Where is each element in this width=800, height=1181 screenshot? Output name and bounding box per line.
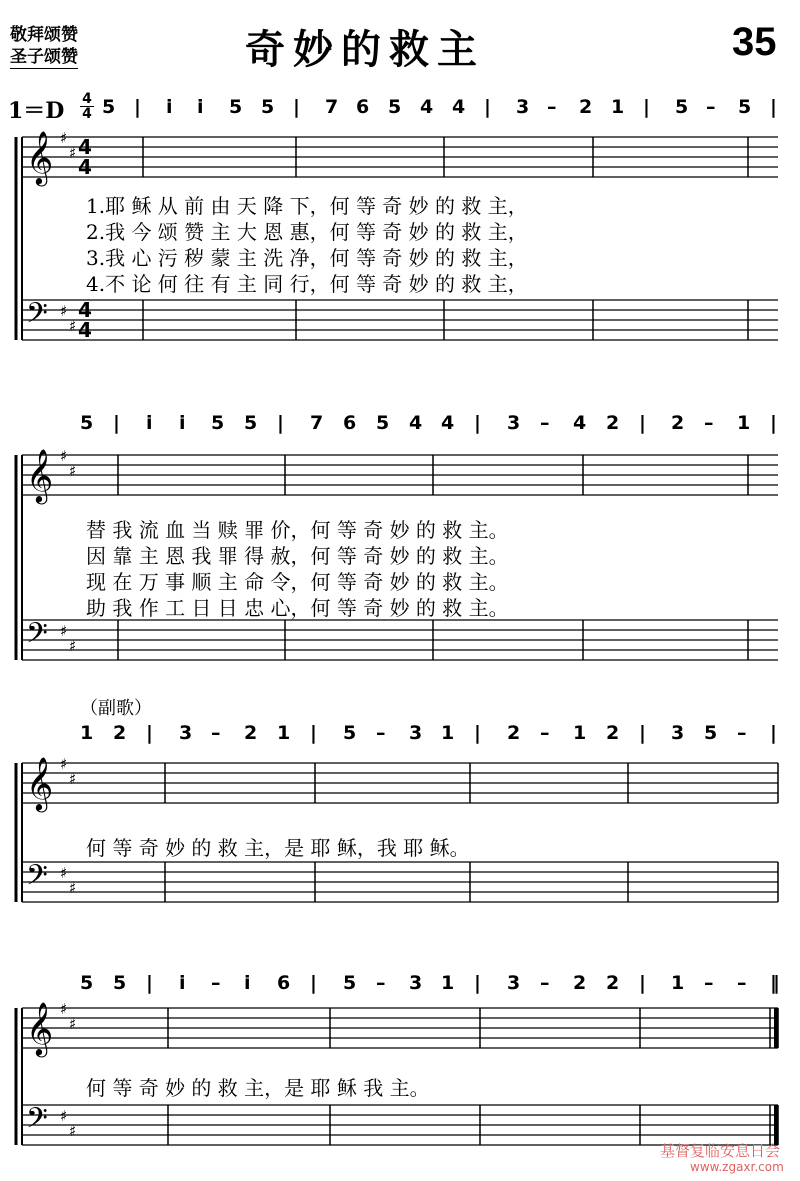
note-number: 5 bbox=[80, 972, 94, 994]
watermark-url: www.zgaxr.com bbox=[690, 1160, 784, 1174]
category-label-1: 敬拜颂赞 bbox=[10, 25, 78, 45]
chorus-label: （副歌） bbox=[80, 698, 152, 719]
note-number: 5 bbox=[80, 412, 94, 434]
numbered-notation-row bbox=[0, 972, 800, 998]
sharp-icon: ♯ bbox=[60, 622, 68, 640]
sharp-icon: ♯ bbox=[69, 144, 77, 162]
barline-mark: | bbox=[484, 96, 491, 118]
note-number: 1 bbox=[737, 412, 751, 434]
barline-mark: | bbox=[770, 412, 777, 434]
numbered-notation-row bbox=[0, 96, 800, 122]
note-number: – bbox=[704, 972, 714, 994]
lyric-line: 助 我 作 工 日 日 忠 心，何 等 奇 妙 的 救 主。 bbox=[86, 596, 509, 620]
note-number: – bbox=[376, 722, 386, 744]
note-number: i bbox=[179, 412, 186, 434]
barline-mark: | bbox=[639, 972, 646, 994]
note-number: i bbox=[146, 412, 153, 434]
note-number: i bbox=[244, 972, 251, 994]
sharp-icon: ♯ bbox=[60, 864, 68, 882]
note-number: 1 bbox=[441, 722, 455, 744]
note-number: 2 bbox=[244, 722, 258, 744]
note-number: 4 bbox=[452, 96, 466, 118]
note-number: 7 bbox=[325, 96, 339, 118]
note-number: 2 bbox=[573, 972, 587, 994]
barline-mark: | bbox=[474, 722, 481, 744]
note-number: – bbox=[540, 972, 550, 994]
note-number: 3 bbox=[516, 96, 530, 118]
note-number: 2 bbox=[579, 96, 593, 118]
lyric-line: 1.耶 稣 从 前 由 天 降 下，何 等 奇 妙 的 救 主， bbox=[86, 194, 528, 218]
lyric-line: 何 等 奇 妙 的 救 主，是 耶 稣 我 主。 bbox=[86, 1076, 430, 1100]
note-number: – bbox=[376, 972, 386, 994]
watermark-text: 基督复临安息日会 bbox=[660, 1142, 781, 1160]
lyric-line: 4.不 论 何 往 有 主 同 行，何 等 奇 妙 的 救 主， bbox=[86, 272, 528, 296]
note-number: 2 bbox=[113, 722, 127, 744]
note-number: 2 bbox=[606, 722, 620, 744]
note-number: 4 bbox=[441, 412, 455, 434]
note-number: – bbox=[547, 96, 557, 118]
note-number: 1 bbox=[277, 722, 291, 744]
hymn-number: 35 bbox=[732, 20, 777, 64]
note-number: – bbox=[737, 972, 747, 994]
note-number: 1 bbox=[441, 972, 455, 994]
sharp-icon: ♯ bbox=[60, 302, 68, 320]
note-number: 5 bbox=[229, 96, 243, 118]
bass-clef-icon: 𝄢 bbox=[26, 1102, 48, 1142]
note-number: 5 bbox=[388, 96, 402, 118]
lyric-line: 替 我 流 血 当 赎 罪 价，何 等 奇 妙 的 救 主。 bbox=[86, 518, 509, 542]
note-number: 5 bbox=[261, 96, 275, 118]
note-number: 5 bbox=[675, 96, 689, 118]
sharp-icon: ♯ bbox=[69, 770, 77, 788]
sharp-icon: ♯ bbox=[69, 1015, 77, 1033]
note-number: 5 bbox=[343, 722, 357, 744]
note-number: 3 bbox=[507, 412, 521, 434]
note-number: 3 bbox=[671, 722, 685, 744]
barline-mark: | bbox=[639, 722, 646, 744]
note-number: 5 bbox=[244, 412, 258, 434]
sharp-icon: ♯ bbox=[60, 447, 68, 465]
barline-mark: | bbox=[474, 972, 481, 994]
note-number: 3 bbox=[409, 972, 423, 994]
treble-clef-icon: 𝄞 bbox=[26, 1001, 54, 1055]
time-signature-top: 4 bbox=[82, 91, 92, 107]
note-number: – bbox=[737, 722, 747, 744]
note-number: – bbox=[211, 972, 221, 994]
staff-time-signature: 4 bbox=[78, 135, 92, 159]
note-number: 7 bbox=[310, 412, 324, 434]
barline-mark: | bbox=[113, 412, 120, 434]
sharp-icon: ♯ bbox=[69, 462, 77, 480]
barline-mark: | bbox=[134, 96, 141, 118]
barline-mark: | bbox=[770, 722, 777, 744]
barline-mark: | bbox=[310, 722, 317, 744]
note-number: 4 bbox=[409, 412, 423, 434]
sharp-icon: ♯ bbox=[69, 637, 77, 655]
staff-time-signature: 4 bbox=[78, 318, 92, 342]
note-number: 1 bbox=[80, 722, 94, 744]
barline-mark: ‖ bbox=[770, 972, 780, 994]
note-number: 2 bbox=[671, 412, 685, 434]
treble-clef-icon: 𝄞 bbox=[26, 448, 54, 502]
barline-mark: | bbox=[277, 412, 284, 434]
note-number: 6 bbox=[343, 412, 357, 434]
sharp-icon: ♯ bbox=[60, 1107, 68, 1125]
note-number: 5 bbox=[211, 412, 225, 434]
note-number: 1 bbox=[671, 972, 685, 994]
note-number: 5 bbox=[343, 972, 357, 994]
sharp-icon: ♯ bbox=[69, 1122, 77, 1140]
barline-mark: | bbox=[643, 96, 650, 118]
note-number: – bbox=[704, 412, 714, 434]
barline-mark: | bbox=[474, 412, 481, 434]
bass-clef-icon: 𝄢 bbox=[26, 297, 48, 337]
staff-time-signature: 4 bbox=[78, 155, 92, 179]
numbered-notation-row bbox=[0, 412, 800, 438]
note-number: 1 bbox=[611, 96, 625, 118]
note-number: – bbox=[540, 722, 550, 744]
barline-mark: | bbox=[146, 722, 153, 744]
note-number: 3 bbox=[179, 722, 193, 744]
category-label-2: 圣子颂赞 bbox=[10, 47, 78, 67]
note-number: – bbox=[540, 412, 550, 434]
note-number: i bbox=[197, 96, 204, 118]
staff-time-signature: 4 bbox=[78, 298, 92, 322]
note-number: 3 bbox=[409, 722, 423, 744]
note-number: – bbox=[211, 722, 221, 744]
note-number: 5 bbox=[102, 96, 116, 118]
lyric-line: 因 靠 主 恩 我 罪 得 赦，何 等 奇 妙 的 救 主。 bbox=[86, 544, 509, 568]
sharp-icon: ♯ bbox=[60, 129, 68, 147]
note-number: 5 bbox=[376, 412, 390, 434]
hymn-title: 奇妙的救主 bbox=[245, 26, 485, 73]
sharp-icon: ♯ bbox=[69, 879, 77, 897]
note-number: 2 bbox=[507, 722, 521, 744]
lyric-line: 何 等 奇 妙 的 救 主，是 耶 稣，我 耶 稣。 bbox=[86, 836, 470, 860]
note-number: 4 bbox=[573, 412, 587, 434]
key-signature-label: 1＝D bbox=[8, 98, 65, 124]
note-number: 1 bbox=[573, 722, 587, 744]
numbered-notation-row bbox=[0, 722, 800, 748]
note-number: 3 bbox=[507, 972, 521, 994]
note-number: 6 bbox=[356, 96, 370, 118]
sharp-icon: ♯ bbox=[60, 1000, 68, 1018]
treble-clef-icon: 𝄞 bbox=[26, 756, 54, 810]
note-number: 2 bbox=[606, 972, 620, 994]
sharp-icon: ♯ bbox=[69, 317, 77, 335]
barline-mark: | bbox=[293, 96, 300, 118]
sharp-icon: ♯ bbox=[60, 755, 68, 773]
lyric-line: 3.我 心 污 秽 蒙 主 洗 净，何 等 奇 妙 的 救 主， bbox=[86, 246, 528, 270]
note-number: 5 bbox=[113, 972, 127, 994]
note-number: 2 bbox=[606, 412, 620, 434]
note-number: – bbox=[706, 96, 716, 118]
note-number: 6 bbox=[277, 972, 291, 994]
note-number: 4 bbox=[420, 96, 434, 118]
barline-mark: | bbox=[146, 972, 153, 994]
note-number: 5 bbox=[738, 96, 752, 118]
bass-clef-icon: 𝄢 bbox=[26, 859, 48, 899]
barline-mark: | bbox=[310, 972, 317, 994]
lyric-line: 现 在 万 事 顺 主 命 令，何 等 奇 妙 的 救 主。 bbox=[86, 570, 509, 594]
bass-clef-icon: 𝄢 bbox=[26, 617, 48, 657]
barline-mark: | bbox=[639, 412, 646, 434]
note-number: i bbox=[166, 96, 173, 118]
barline-mark: | bbox=[770, 96, 777, 118]
note-number: 5 bbox=[704, 722, 718, 744]
time-signature-bottom: 4 bbox=[80, 106, 94, 121]
treble-clef-icon: 𝄞 bbox=[26, 130, 54, 184]
note-number: i bbox=[179, 972, 186, 994]
lyric-line: 2.我 今 颂 赞 主 大 恩 惠，何 等 奇 妙 的 救 主， bbox=[86, 220, 528, 244]
